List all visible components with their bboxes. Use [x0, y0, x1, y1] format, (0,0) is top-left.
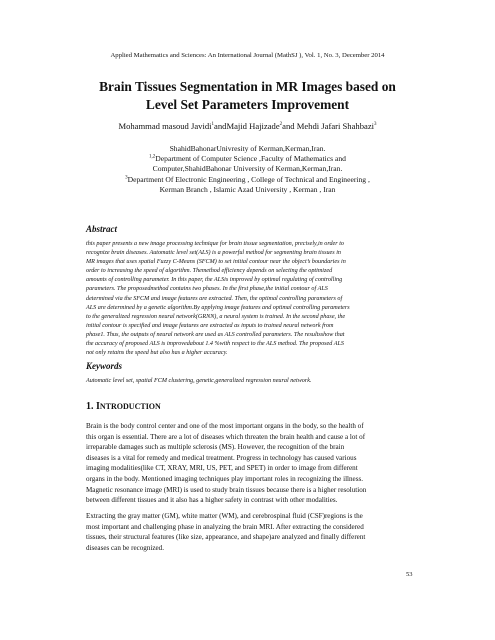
author-3: and Mehdi Jafari Shahbazi	[282, 121, 375, 131]
section-rest: NTRODUCTION	[99, 402, 161, 411]
paper-title	[40, 78, 455, 113]
paragraph-line: between different tissues and it also has a higher safety in contrast with other modalities.	[86, 496, 338, 505]
author-list	[30, 121, 465, 131]
title-line-2: Level Set Parameters Improvement	[145, 96, 350, 112]
affiliation-line-2: $^{1,2}$Department of Computer Science ,Faculty of Mathematics and	[149, 154, 346, 164]
author-1-sup: 1	[211, 122, 215, 128]
abstract-heading: Abstract	[86, 224, 118, 234]
title-line-1: Brain Tissues Segmentation in MR Images based on	[99, 79, 396, 94]
paragraph-line: irreparable damages such as multiple sclerosis (MS). However, the recognition of the brain	[86, 443, 345, 452]
paragraph-line: Magnetic resonance image (MRI) is used to study brain tissues because there is a higher resolution	[86, 485, 367, 494]
paragraph-line: imaging modalities(like CT, XRAY, MRI, US, PET, and SPET) in order to image from different	[86, 464, 358, 473]
affiliation-line-2-sup: 1,2	[149, 154, 156, 160]
paragraph-line: most important and challenging phase in analyzing the brain MRI. After extracting the considered	[86, 522, 364, 531]
abstract-line: initial contour is specified and image features are extracted as inputs to trained neural network from	[86, 322, 334, 329]
author-1: Mohammad masoud Javidi	[118, 121, 212, 131]
journal-header: Applied Mathematics and Sciences: An International Journal (MathSJ ), Vol. 1, No. 3, December 2014	[110, 52, 385, 59]
abstract-line: ALS are determined by a genetic algorithm.By applying image features and optimal controlling parameters	[86, 304, 350, 311]
author-2-sup: 2	[279, 122, 283, 128]
abstract-body	[86, 240, 412, 358]
keywords-text: Automatic level set, spatial FCM clustering, genetic,generalized regression neural network.	[86, 378, 312, 384]
paragraph-line: diseases can be recognized.	[86, 543, 164, 552]
author-3-sup: 3	[374, 122, 377, 128]
intro-paragraph-2	[86, 511, 414, 553]
abstract-line: this paper presents a new image processing technique for brain tissue segmentation, precisely,in order to	[86, 241, 344, 247]
paragraph-line: Brain is the body control center and one of the most important organs in the body, so the health of	[86, 422, 364, 430]
keywords-heading: Keywords	[86, 361, 122, 371]
affiliation-line-1: ShahidBahonarUnivresity of Kerman,Kerman,Iran.	[169, 144, 326, 153]
affiliation-line-4-sup: 3	[125, 175, 128, 181]
affiliations	[30, 144, 465, 195]
abstract-line: the accuracy of proposed ALS is improvedabout 1.4 %with respect to the ALS method. The proposed ALS	[86, 341, 344, 348]
paragraph-line: organs in the body. Mentioned imaging techniques play important roles in recognizing the illness.	[86, 474, 363, 483]
section-initial: I	[96, 401, 100, 412]
abstract-line: amounts of controlling parameter. In this paper, the ALSis improved by optimal regulating of controlling	[86, 277, 343, 284]
paragraph-line: this organ is essential. There are a lot of diseases which threaten the brain health and cause a lot of	[86, 432, 366, 441]
affiliation-line-3: Computer,ShahidBahonar University of Kerman,Kerman,Iran.	[152, 164, 343, 174]
abstract-line: phase1. Thus, the outputs of neural network are used as ALS controlled parameters. The resultsshow that	[86, 331, 345, 338]
abstract-line: MR images that uses spatial Fuzzy C-Means (SFCM) to set initial contour near the object’s boundaries in	[86, 259, 346, 266]
paragraph-line: Extracting the gray matter (GM), white matter (WM), and cerebrospinal fluid (CSF)regions is the	[86, 512, 363, 520]
paragraph-line: tissues, their structural features (like size, appearance, and shape)are analyzed and finally different	[86, 533, 366, 542]
section-number: 1.	[86, 401, 96, 412]
page-number: 53	[406, 571, 413, 578]
author-2: andMajid Hajizade	[214, 121, 280, 131]
section-heading-introduction	[86, 401, 161, 412]
abstract-line: parameters. The proposedmethod contains two phases. In the first phase,the initial contour of ALS	[86, 286, 328, 293]
abstract-line: to the generalized regression neural network(GRNN), a neural system is trained. In the second phase, the	[86, 313, 346, 320]
abstract-line: determined via the SFCM and image features are extracted. Then, the optimal controlling parameters of	[86, 295, 343, 302]
abstract-line: recognize brain diseases. Automatic level set(ALS) is a powerful method for segmenting brain tissues in	[86, 250, 341, 257]
affiliation-line-4: $^3$Department Of Electronic Engineering , College of Technical and Engineering ,	[125, 174, 370, 184]
abstract-line: order to increasing the speed of algorithm. Themethod efficiency depends on selecting the optimized	[86, 268, 333, 275]
abstract-line: not only retains the speed but also has a higher accuracy.	[86, 350, 228, 357]
intro-paragraph-1	[86, 421, 414, 506]
paragraph-line: diseases is a vital for remedy and medical treatment. Progress in technology has caused various	[86, 453, 357, 462]
affiliation-line-5: Kerman Branch , Islamic Azad University , Kerman , Iran	[159, 184, 336, 194]
